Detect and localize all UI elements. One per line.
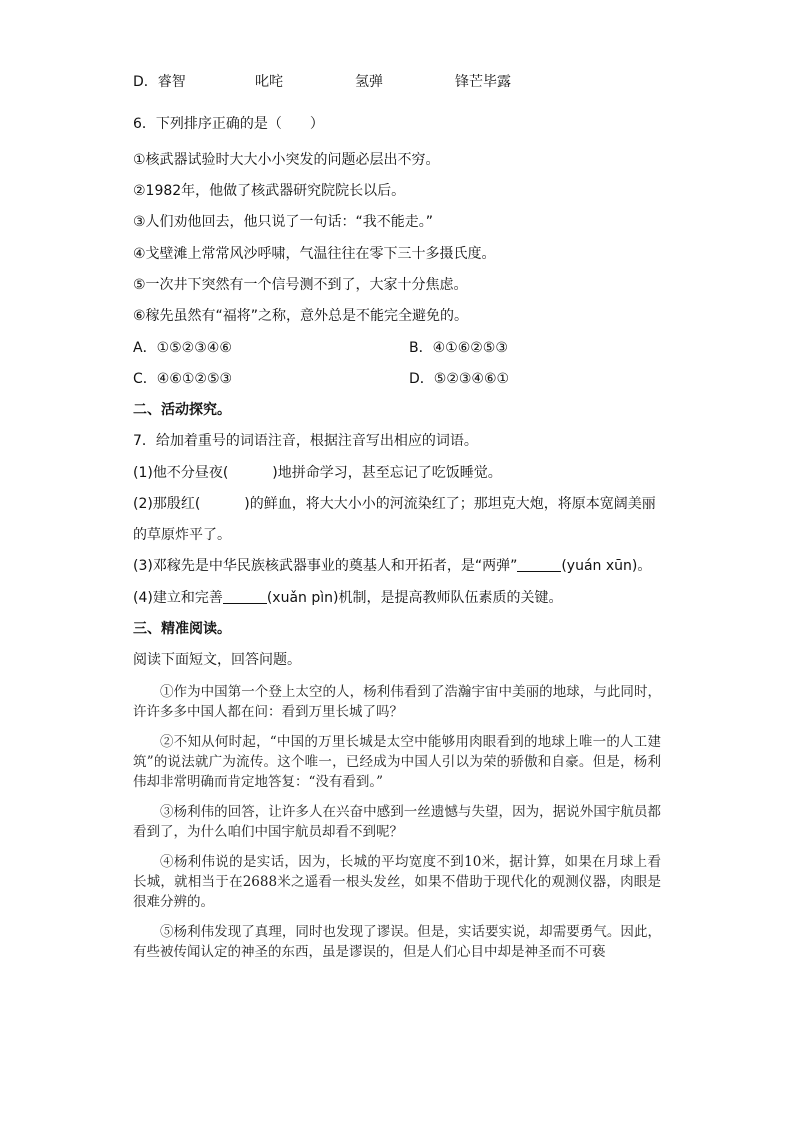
passage-paragraph-4: ④杨利伟说的是实话，因为，长城的平均宽度不到10米，据计算，如果在月球上看长城，就相当于在2688米之遥看一根头发丝，如果不借助于现代化的观测仪器，肉眼是很难分辨的。 xyxy=(133,854,661,910)
q7-item-2-prefix: (2)那殷红( xyxy=(133,496,201,512)
q6-option-a: A．①⑤②③④⑥ xyxy=(133,340,232,356)
q7-item-2 xyxy=(133,494,656,514)
q7-item-3-pinyin: (yuán xūn)。 xyxy=(561,558,652,574)
q7-item-2-cont: 的草原炸平了。 xyxy=(133,527,231,543)
q6-sentence-2: ②1982年，他做了核武器研究院院长以后。 xyxy=(133,183,406,199)
q6-stem: 6．下列排序正确的是（ ） xyxy=(133,116,324,132)
q5-option-d-word3: 氢弹 xyxy=(355,74,383,90)
q7-item-4-blank[interactable] xyxy=(223,589,267,604)
q7-item-4 xyxy=(133,588,562,608)
q7-stem: 7．给加着重号的词语注音，根据注音写出相应的词语。 xyxy=(133,433,478,449)
q7-item-1 xyxy=(133,463,502,483)
section3-intro: 阅读下面短文，回答问题。 xyxy=(133,652,301,668)
q6-option-b: B．④①⑥②⑤③ xyxy=(409,340,508,356)
q7-item-2-suffix: )的鲜血，将大大小小的河流染红了；那坦克大炮，将原本宽阔美丽 xyxy=(244,496,656,512)
section2-title: 二、活动探究。 xyxy=(133,402,231,418)
q6-sentence-5: ⑤一次井下突然有一个信号测不到了，大家十分焦虑。 xyxy=(133,277,468,293)
q7-item-1-suffix: )地拼命学习，甚至忘记了吃饭睡觉。 xyxy=(272,465,502,481)
q7-item-3 xyxy=(133,556,651,576)
reading-passage xyxy=(133,682,661,962)
q7-item-4-prefix: (4)建立和完善 xyxy=(133,590,223,606)
q7-item-1-prefix: (1)他不分昼夜( xyxy=(133,465,229,481)
q6-sentence-1: ①核武器试验时大大小小突发的问题必层出不穷。 xyxy=(133,152,440,168)
q6-sentence-6: ⑥稼先虽然有“福将”之称，意外总是不能完全避免的。 xyxy=(133,308,469,324)
passage-paragraph-1: ①作为中国第一个登上太空的人，杨利伟看到了浩瀚宇宙中美丽的地球，与此同时，许许多多中国人都在问：看到万里长城了吗？ xyxy=(133,684,661,720)
q7-item-4-pinyin: (xuǎn pìn)机制，是提高教师队伍素质的关键。 xyxy=(266,590,563,606)
q5-option-d-label: D．睿智 xyxy=(133,74,186,90)
q5-option-d-word4: 锋芒毕露 xyxy=(455,74,511,90)
q6-sentence-4: ④戈壁滩上常常风沙呼啸，气温往往在零下三十多摄氏度。 xyxy=(133,246,496,262)
q5-option-d-word2: 叱咤 xyxy=(255,74,283,90)
passage-paragraph-5: ⑤杨利伟发现了真理，同时也发现了谬误。但是，实话要实说，却需要勇气。因此，有些被传闻认定的神圣的东西，虽是谬误的，但是人们心目中却是神圣而不可亵 xyxy=(133,924,661,960)
q6-sentence-3: ③人们劝他回去，他只说了一句话：“我不能走。” xyxy=(133,214,434,230)
q7-item-3-prefix: (3)邓稼先是中华民族核武器事业的奠基人和开拓者，是“两弹” xyxy=(133,558,518,574)
q6-option-c: C．④⑥①②⑤③ xyxy=(133,371,233,387)
passage-paragraph-3: ③杨利伟的回答，让许多人在兴奋中感到一丝遗憾与失望，因为，据说外国宇航员都看到了，为什么咱们中国宇航员却看不到呢？ xyxy=(133,804,661,840)
q7-item-3-blank[interactable] xyxy=(517,557,561,572)
q6-option-d: D．⑤②③④⑥① xyxy=(409,371,510,387)
section3-title: 三、精准阅读。 xyxy=(133,621,231,637)
passage-paragraph-2: ②不知从何时起，“中国的万里长城是太空中能够用肉眼看到的地球上唯一的人工建筑”的说法就广为流传。这个唯一，已经成为中国人引以为荣的骄傲和自豪。但是，杨利伟却非常明确而肯定地答复：“没有看到。” xyxy=(133,734,661,790)
